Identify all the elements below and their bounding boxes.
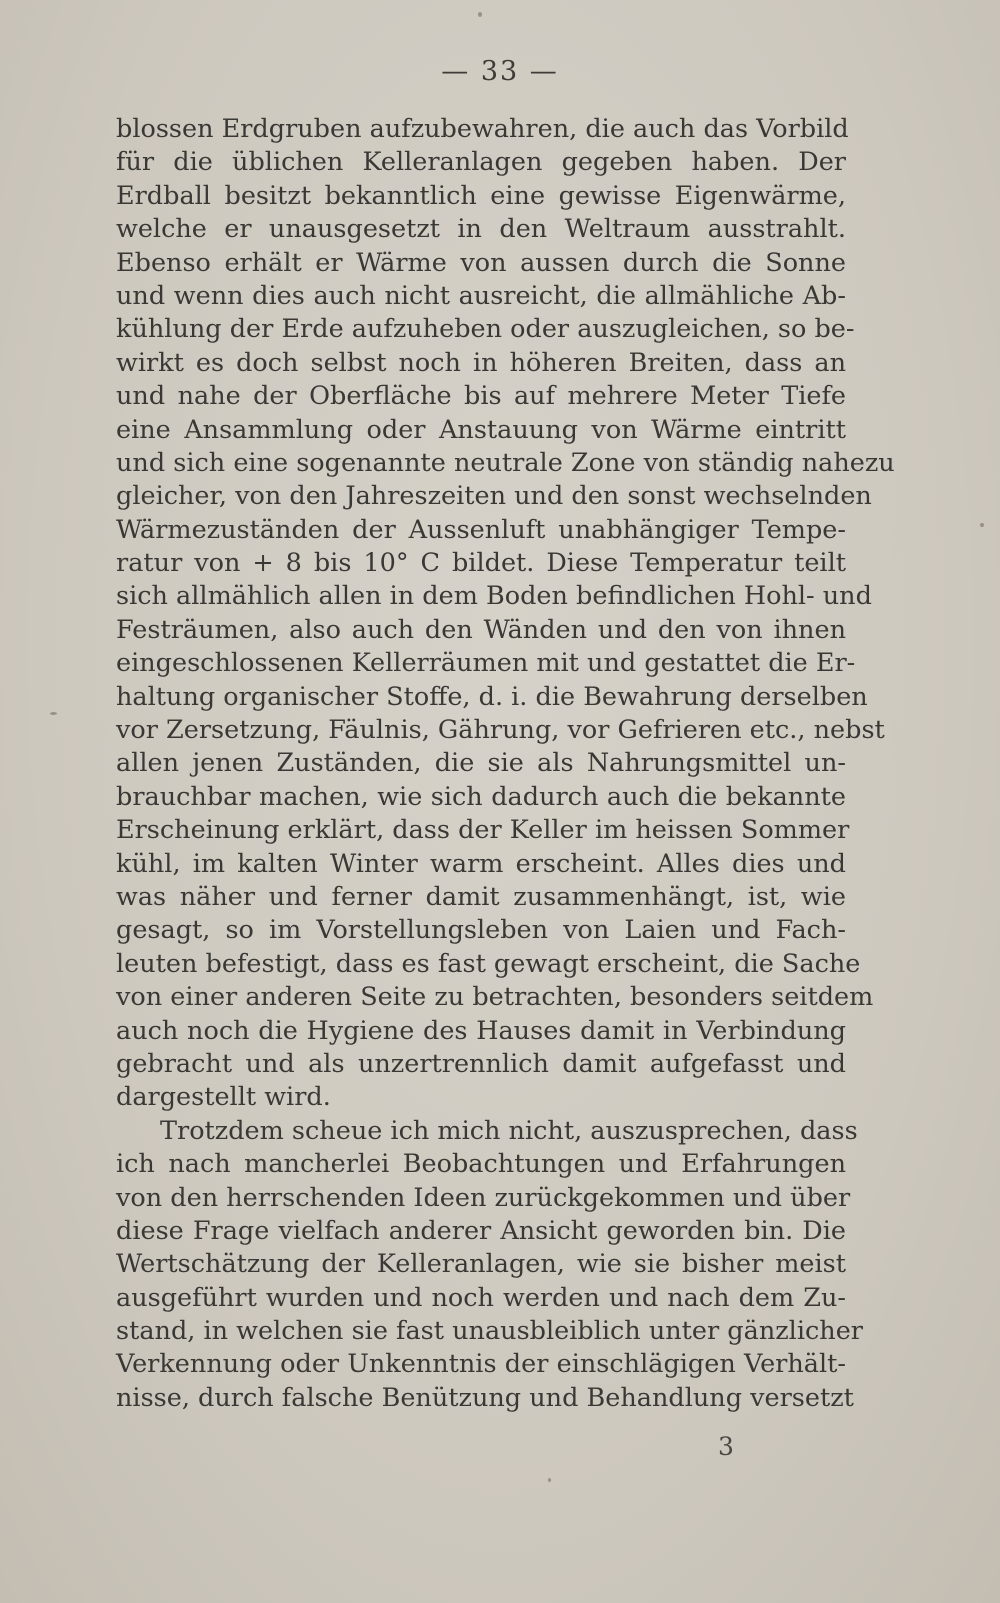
text-line: allen jenen Zuständen, die sie als Nahrungsmittel un- (116, 748, 846, 779)
page-body (116, 113, 895, 1415)
text-line: Erdball besitzt bekanntlich eine gewisse Eigenwärme, (116, 180, 846, 211)
paper-speck (980, 523, 984, 527)
text-line: gebracht und als unzertrennlich damit aufgefasst und (116, 1048, 846, 1079)
text-line: gleicher, von den Jahreszeiten und den sonst wechselnden (116, 481, 872, 512)
text-line: kühlung der Erde aufzuheben oder auszugleichen, so be- (116, 314, 855, 345)
text-line: Verkennung oder Unkenntnis der einschlägigen Verhält- (116, 1349, 846, 1380)
text-line: und nahe der Oberfläche bis auf mehrere Meter Tiefe (116, 381, 846, 412)
text-line: Ebenso erhält er Wärme von aussen durch die Sonne (116, 247, 846, 278)
text-line: auch noch die Hygiene des Hauses damit in Verbindung (116, 1015, 846, 1046)
text-line: wirkt es doch selbst noch in höheren Breiten, dass an (116, 347, 846, 378)
text-line: eingeschlossenen Kellerräumen mit und gestattet die Er- (116, 648, 856, 679)
text-line: vor Zersetzung, Fäulnis, Gährung, vor Gefrieren etc., nebst (116, 715, 885, 746)
text-line: blossen Erdgruben aufzubewahren, die auch das Vorbild (116, 114, 849, 144)
paragraph-end-line: dargestellt wird. (116, 1082, 331, 1113)
text-line: von den herrschenden Ideen zurückgekommen und über (116, 1182, 851, 1213)
paper-speck (478, 12, 482, 17)
signature-mark: 3 (718, 1432, 734, 1461)
paper-speck (50, 712, 57, 715)
text-line: sich allmählich allen in dem Boden befindlichen Hohl- und (116, 581, 872, 612)
text-line: ausgeführt wurden und noch werden und nach dem Zu- (116, 1282, 846, 1313)
text-line: was näher und ferner damit zusammenhängt, ist, wie (116, 881, 846, 912)
text-line: Wärmezuständen der Aussenluft unabhängiger Tempe- (116, 514, 846, 545)
text-line: stand, in welchen sie fast unausbleiblich unter gänzlicher (116, 1316, 863, 1347)
text-line: von einer anderen Seite zu betrachten, besonders seitdem (116, 982, 874, 1013)
text-line: haltung organischer Stoffe, d. i. die Bewahrung derselben (116, 681, 868, 712)
paragraph-start-line: Trotzdem scheue ich mich nicht, auszusprechen, dass (160, 1115, 858, 1146)
text-line: und wenn dies auch nicht ausreicht, die allmähliche Ab- (116, 280, 846, 311)
text-line: für die üblichen Kelleranlagen gegeben haben. Der (116, 147, 846, 178)
text-line: eine Ansammlung oder Anstauung von Wärme eintritt (116, 414, 846, 445)
text-line: ratur von + 8 bis 10° C bildet. Diese Temperatur teilt (116, 548, 846, 579)
text-line: und sich eine sogenannte neutrale Zone von ständig nahezu (116, 447, 895, 478)
text-line: Erscheinung erklärt, dass der Keller im heissen Sommer (116, 815, 850, 846)
text-line: welche er unausgesetzt in den Weltraum ausstrahlt. (116, 214, 846, 245)
text-line: brauchbar machen, wie sich dadurch auch die bekannte (116, 781, 846, 812)
text-line: kühl, im kalten Winter warm erscheint. Alles dies und (116, 848, 846, 879)
paper-speck (548, 1478, 551, 1482)
text-line: ich nach mancherlei Beobachtungen und Erfahrungen (116, 1149, 846, 1180)
text-line: gesagt, so im Vorstellungsleben von Laien und Fach- (116, 915, 846, 946)
text-line: leuten befestigt, dass es fast gewagt erscheint, die Sache (116, 948, 861, 979)
page-number-header: — 33 — (441, 56, 559, 87)
text-line: diese Frage vielfach anderer Ansicht geworden bin. Die (116, 1215, 846, 1246)
text-line: Wertschätzung der Kelleranlagen, wie sie bisher meist (116, 1249, 846, 1280)
text-line: Festräumen, also auch den Wänden und den von ihnen (116, 614, 846, 645)
text-line: nisse, durch falsche Benützung und Behandlung versetzt (116, 1382, 854, 1413)
